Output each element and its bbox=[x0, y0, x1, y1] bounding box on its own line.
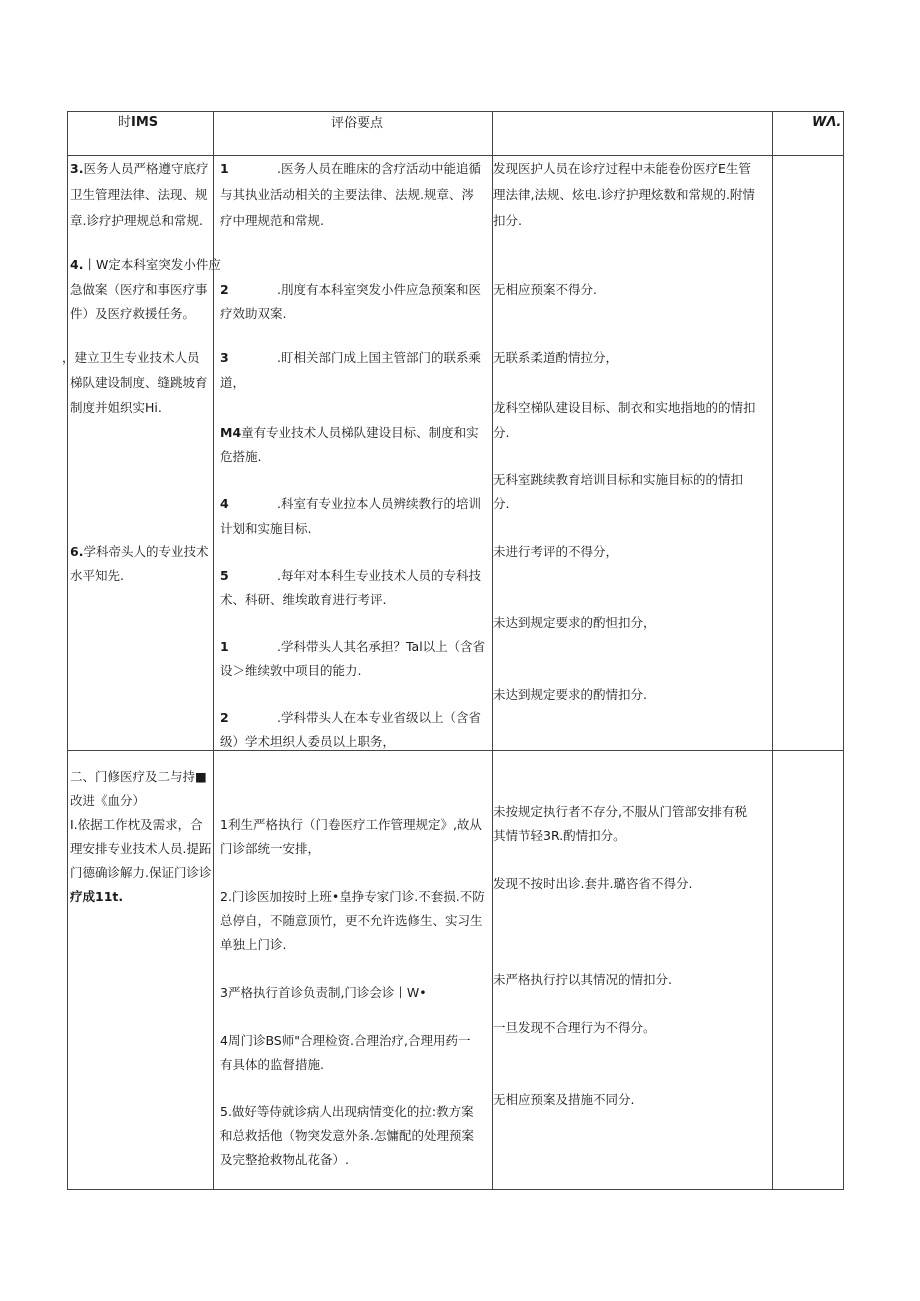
row-divider bbox=[68, 155, 843, 156]
left-line: 4.丨W定本科室突发小件应 bbox=[70, 257, 221, 272]
right-line: 理法律,法规、炫电.诊疗护理炫数和常规的.附情 bbox=[493, 187, 755, 202]
right-line: 分. bbox=[493, 496, 510, 511]
left-line: 梯队建设制度、缝跳坡育 bbox=[70, 375, 208, 390]
mid-line: 危搭施. bbox=[220, 449, 262, 464]
left-line: I.依据工作枕及需求，合 bbox=[70, 817, 203, 832]
right-line: 扣分. bbox=[493, 213, 522, 228]
mid-line: .医务人员在睢床的含疗活动中能追循 bbox=[277, 161, 481, 176]
mid-line: .学科带头人其名承担？Tal以上（含省 bbox=[277, 639, 486, 654]
item-number: 2 bbox=[220, 710, 229, 725]
mid-line: .盯相关部门成上国主管部门的联系乘 bbox=[277, 350, 481, 365]
item-number: 1 bbox=[220, 639, 229, 654]
right-line: 一旦发现不合理行为不得分。 bbox=[493, 1020, 656, 1035]
mid-line: 级）学术坦织人委员以上职务， bbox=[220, 734, 396, 749]
mid-line: 及完整抢救物乩花备）. bbox=[220, 1152, 349, 1167]
left-line: 门德确诊解力.保证门诊诊 bbox=[70, 865, 212, 880]
mid-line: M4童有专业技术人员梯队建设目标、制度和实 bbox=[220, 425, 479, 440]
mid-line: 5.做好等侍就诊病人出现病情变化的拉:教方案 bbox=[220, 1104, 474, 1119]
right-line: 未严格执行拧以其情况的情扣分. bbox=[493, 972, 672, 987]
column-divider bbox=[772, 112, 773, 1189]
right-line: 分. bbox=[493, 425, 510, 440]
right-line: 未达到规定要求的酌怛扣分， bbox=[493, 615, 656, 630]
right-line: 龙科空梯队建设目标、制衣和实地指地的的情扣 bbox=[493, 400, 756, 415]
right-line: 其情节轻3R.酌情扣分。 bbox=[493, 828, 626, 843]
mid-line: 门诊部统一安排， bbox=[220, 841, 321, 856]
mid-line: .刖度有本科室突发小件应急预案和医 bbox=[277, 282, 481, 297]
mid-line: 疗中理规范和常规. bbox=[220, 213, 324, 228]
left-line: 水平知先. bbox=[70, 568, 124, 583]
left-line: 章.诊疗护理规总和常规. bbox=[70, 213, 203, 228]
right-line: 未进行考评的不得分， bbox=[493, 544, 619, 559]
mid-line: 1利生严格执行（门卷医疗工作管理规定》,故从 bbox=[220, 817, 482, 832]
left-line: 件）及医疗救援任务。 bbox=[70, 306, 196, 321]
mid-line: 术、科研、维埃敢育进行考评. bbox=[220, 592, 387, 607]
mid-line: 疗效助双案. bbox=[220, 306, 287, 321]
left-line: 3.医务人员严格遵守底疗 bbox=[70, 161, 209, 176]
mid-line: 2.门诊医加按时上班•皇挣专家门诊.不套损.不防 bbox=[220, 889, 485, 904]
right-line: 无相应预案及措施不同分. bbox=[493, 1092, 635, 1107]
mid-line: 与其执业活动相关的主要法律、法规.规章、涔 bbox=[220, 187, 474, 202]
item-number: 2 bbox=[220, 282, 229, 297]
left-line: ，建立卫生专业技术人员 bbox=[62, 350, 200, 365]
mid-line: 和总救括他（物突发意外条.怎慵配的处理预案 bbox=[220, 1128, 474, 1143]
mid-line: 设＞维续敦中项目的能力. bbox=[220, 663, 362, 678]
left-line: 急做案（医疗和事医疗事 bbox=[70, 282, 208, 297]
mid-line: .科室有专业拉本人员辨续教行的培训 bbox=[277, 496, 481, 511]
item-number: 3 bbox=[220, 350, 229, 365]
header-col4: WΛ. bbox=[812, 115, 842, 130]
mid-line: 4周门诊BS师"合理检资.合理治疗,合理用药一 bbox=[220, 1033, 471, 1048]
left-line: 二、门修医疗及二与持■ bbox=[70, 769, 207, 784]
right-line: 未达到规定要求的酌情扣分. bbox=[493, 687, 647, 702]
mid-line: 总停自，不随意顶竹，更不允许选修生、实习生 bbox=[220, 913, 483, 928]
item-number: 1 bbox=[220, 161, 229, 176]
item-number: 4 bbox=[220, 496, 229, 511]
mid-line: 道， bbox=[220, 375, 246, 390]
right-line: 发现不按时出诊.套井.璐咨省不得分. bbox=[493, 876, 693, 891]
header-col1: 时IMS bbox=[118, 115, 159, 130]
mid-line: 单独上门诊. bbox=[220, 937, 287, 952]
right-line: 无相应预案不得分. bbox=[493, 282, 597, 297]
left-line: 改进《血分） bbox=[70, 793, 146, 808]
left-line: 制度并姐织实Hi. bbox=[70, 400, 162, 415]
item-number: 5 bbox=[220, 568, 229, 583]
left-line: 理安排专业技术人员.提跖 bbox=[70, 841, 212, 856]
left-line: 疗成11t. bbox=[70, 889, 124, 904]
right-line: 发现医护人员在诊疗过程中未能卷份医疗E生管 bbox=[493, 161, 751, 176]
left-line: 6.学科帝头人的专业技术 bbox=[70, 544, 209, 559]
mid-line: 有具体的监督措施. bbox=[220, 1057, 324, 1072]
mid-line: .每年对本科生专业技术人员的专科技 bbox=[277, 568, 481, 583]
right-line: 无联系柔道酌情拉分， bbox=[493, 350, 619, 365]
right-line: 未按规定执行者不存分,不服从门管部安排有税 bbox=[493, 804, 747, 819]
row-divider bbox=[68, 750, 843, 751]
header-col2: 评俗要点 bbox=[331, 116, 384, 131]
mid-line: 3严格执行首诊负责制,门诊会诊丨W• bbox=[220, 985, 427, 1000]
left-line: 卫生管理法律、法现、规 bbox=[70, 187, 208, 202]
right-line: 无科室跳续教育培训目标和实施目标的的情扣 bbox=[493, 472, 744, 487]
mid-line: 计划和实施目标. bbox=[220, 521, 312, 536]
mid-line: .学科带头人在本专业省级以上（含省 bbox=[277, 710, 481, 725]
